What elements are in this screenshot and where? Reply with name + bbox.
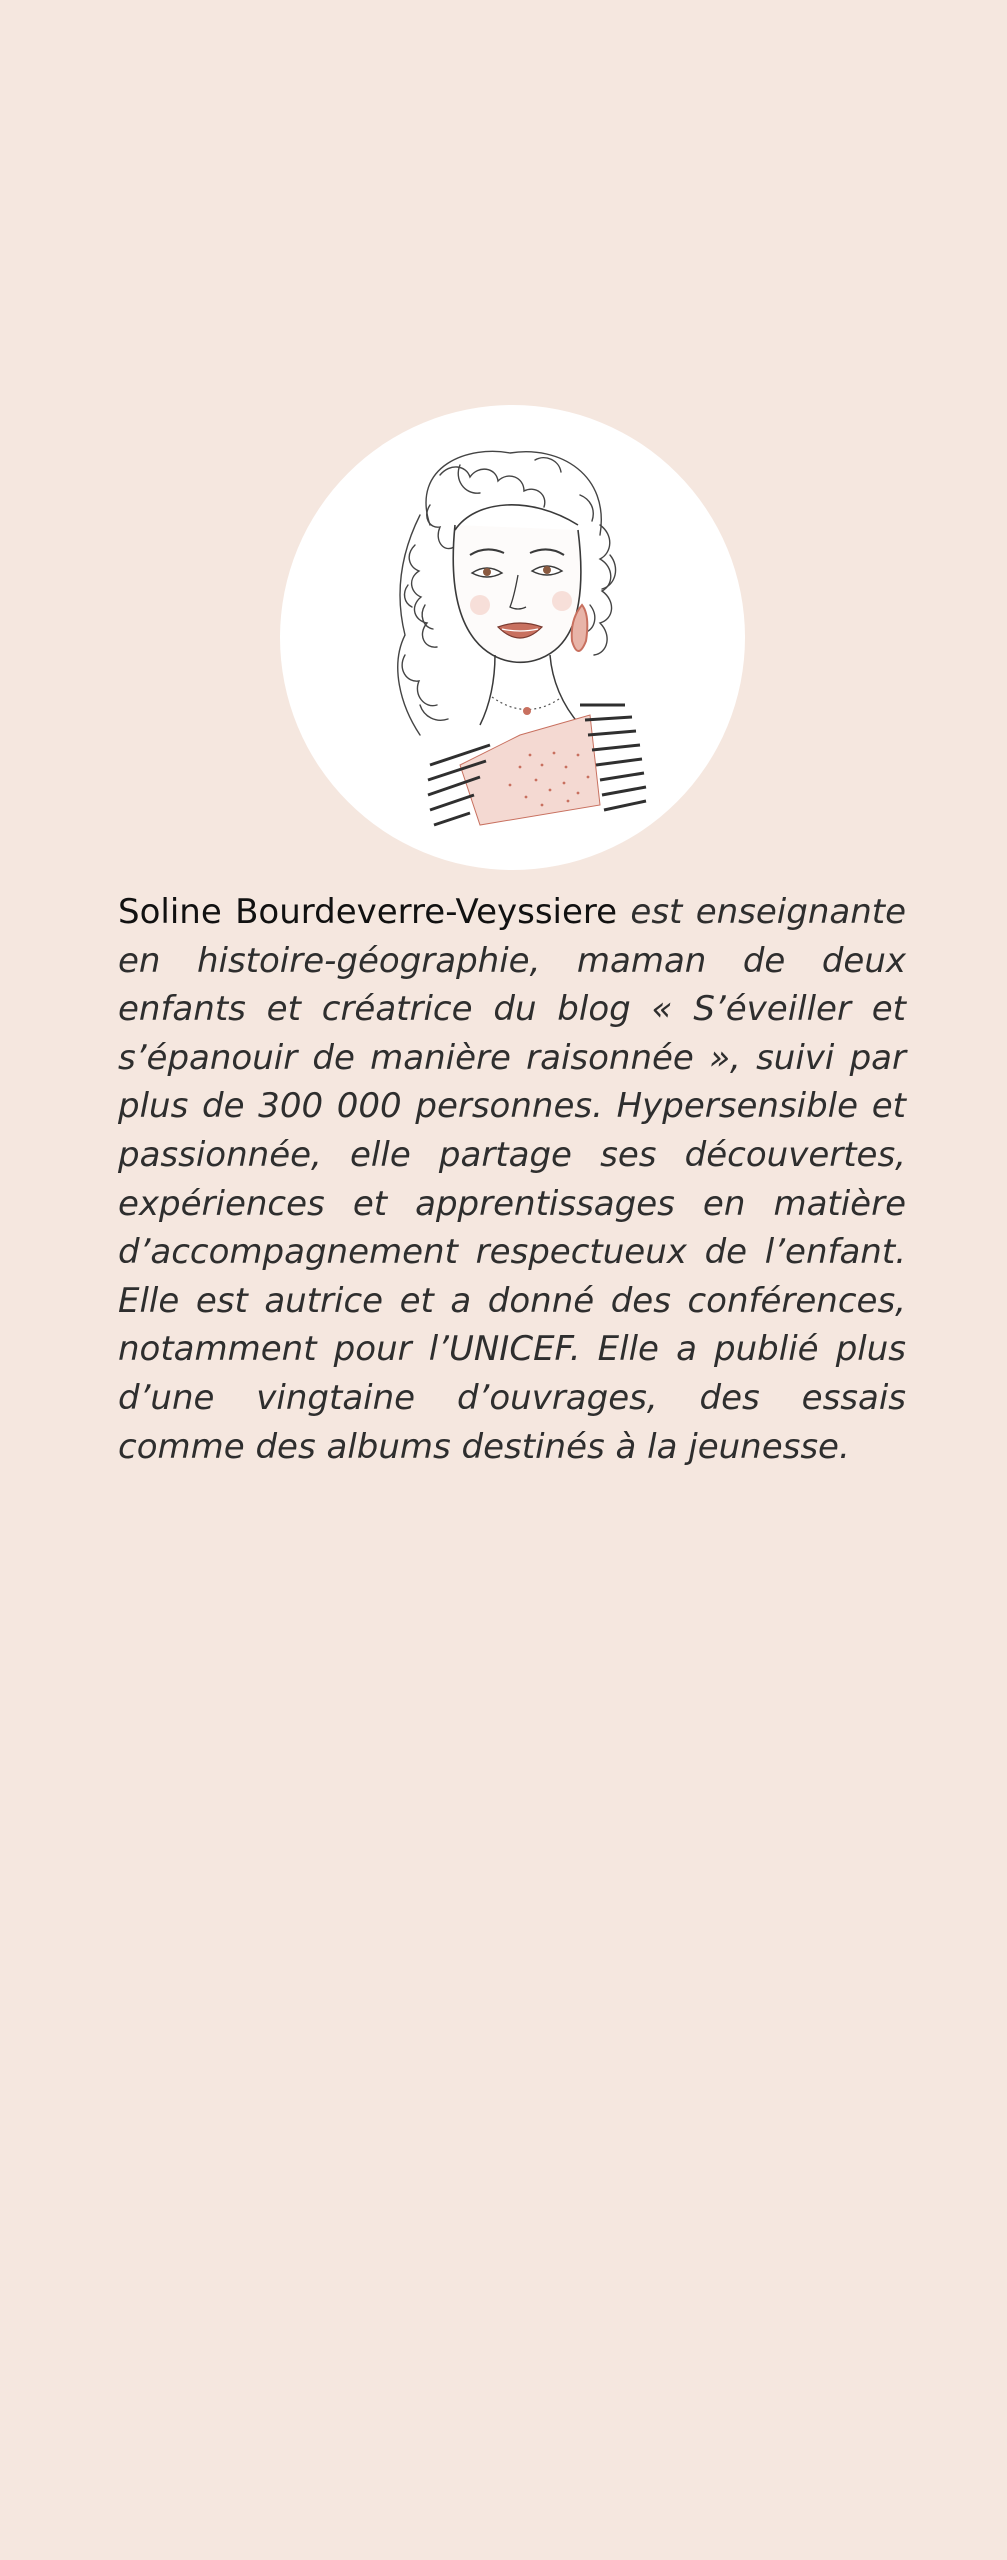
author-name: Soline Bourdeverre-Veyssiere	[118, 892, 618, 932]
top	[460, 715, 600, 825]
author-portrait	[280, 405, 745, 870]
bio-description: est enseignante en histoire-géographie, maman de deux enfants et créatrice du blog « S’éveiller et s’épanouir de manière raisonnée », suivi par plus de 300 000 personnes. Hypersensible et passionnée, elle partage ses découvertes, expériences et apprentissages en matière d’accompagnement respectueux de l’enfant. Elle est autrice et a donné des conférences, notamment pour l’UNICEF. Elle a publié plus d’une vingtaine d’ouvrages, des essais comme des albums destinés à la jeunesse.	[118, 892, 906, 1467]
author-bio	[118, 888, 906, 1471]
author-portrait-illustration	[280, 405, 745, 870]
